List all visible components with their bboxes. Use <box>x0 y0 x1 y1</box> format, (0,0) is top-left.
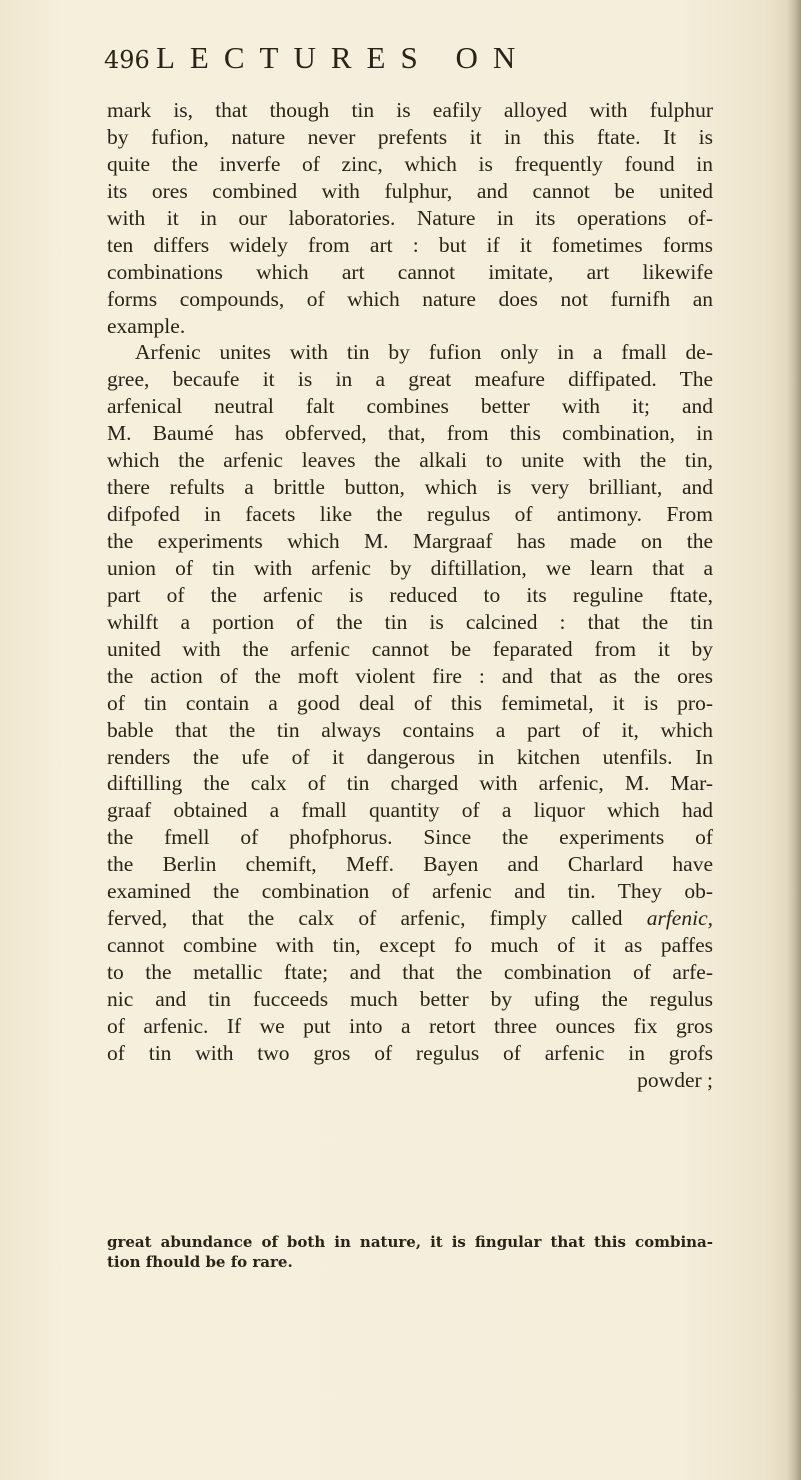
text-line: ten differs widely from art : but if it fometimes forms <box>107 232 713 257</box>
text-line: part of the arfenic is reduced to its reguline ftate, <box>107 582 713 607</box>
text-line: nic and tin fucceeds much better by ufing the regulus <box>107 986 713 1011</box>
text-line: diftilling the calx of tin charged with arfenic, M. Mar- <box>107 771 713 796</box>
body-text <box>107 97 713 1094</box>
text-line: whilft a portion of the tin is calcined : that the tin <box>107 609 713 634</box>
page-number: 496 <box>104 46 150 74</box>
text-line: Arfenic unites with tin by fufion only in a fmall de- <box>135 340 713 365</box>
text-line: the experiments which M. Margraaf has made on the <box>107 529 713 553</box>
catchword-line: powder ; <box>637 1067 713 1092</box>
text-line: forms compounds, of which nature does not furnifh an <box>107 286 713 311</box>
footnote-line: great abundance of both in nature, it is fingular that this combina- <box>107 1233 713 1251</box>
text-line: of tin contain a good deal of this femimetal, it is pro- <box>107 690 713 715</box>
text-line: with it in our laboratories. Nature in its operations of- <box>107 205 713 230</box>
text-line: gree, becaufe it is in a great meafure diffipated. The <box>107 367 713 392</box>
text-line: quite the inverfe of zinc, which is frequently found in <box>107 151 713 176</box>
text-line: united with the arfenic cannot be feparated from it by <box>107 636 713 661</box>
page-header <box>104 40 724 80</box>
text-line-with-italic <box>107 905 713 932</box>
text-line: to the metallic ftate; and that the combination of arfe- <box>107 960 713 984</box>
text-line: by fufion, nature never prefents it in this ftate. It is <box>107 124 713 149</box>
text-line: examined the combination of arfenic and tin. They ob- <box>107 879 713 904</box>
text-line: mark is, that though tin is eafily alloyed with fulphur <box>107 98 713 122</box>
page-edge-shadow <box>787 0 801 1480</box>
italic-term: arfenic, <box>646 906 713 931</box>
text-line: bable that the tin always contains a part of it, which <box>107 717 713 742</box>
footnote <box>107 1232 713 1272</box>
running-head: LECTURES ON <box>156 40 531 75</box>
text-line: M. Baumé has obferved, that, from this combination, in <box>107 421 713 446</box>
text-line: graaf obtained a fmall quantity of a liquor which had <box>107 798 713 823</box>
text-segment: ferved, that the calx of arfenic, fimply called <box>107 906 647 931</box>
text-line: the fmell of phofphorus. Since the experiments of <box>107 825 713 850</box>
text-line: the Berlin chemift, Meff. Bayen and Charlard have <box>107 852 713 877</box>
text-line: combinations which art cannot imitate, art likewife <box>107 259 713 284</box>
text-line: there refults a brittle button, which is very brilliant, and <box>107 475 713 500</box>
text-line: of tin with two gros of regulus of arfenic in grofs <box>107 1040 713 1065</box>
text-line: renders the ufe of it dangerous in kitchen utenfils. In <box>107 744 713 769</box>
text-line: its ores combined with fulphur, and cannot be united <box>107 178 713 203</box>
text-line: example. <box>107 313 186 338</box>
text-line: union of tin with arfenic by diftillation, we learn that a <box>107 555 713 580</box>
text-line: of arfenic. If we put into a retort three ounces fix gros <box>107 1013 713 1038</box>
footnote-line: tion fhould be fo rare. <box>107 1253 293 1271</box>
text-line: the action of the moft violent fire : and that as the ores <box>107 663 713 688</box>
text-line: which the arfenic leaves the alkali to unite with the tin, <box>107 448 713 473</box>
text-line: arfenical neutral falt combines better with it; and <box>107 394 713 419</box>
text-line: difpofed in facets like the regulus of antimony. From <box>107 502 713 527</box>
text-line: cannot combine with tin, except fo much of it as paffes <box>107 933 713 958</box>
